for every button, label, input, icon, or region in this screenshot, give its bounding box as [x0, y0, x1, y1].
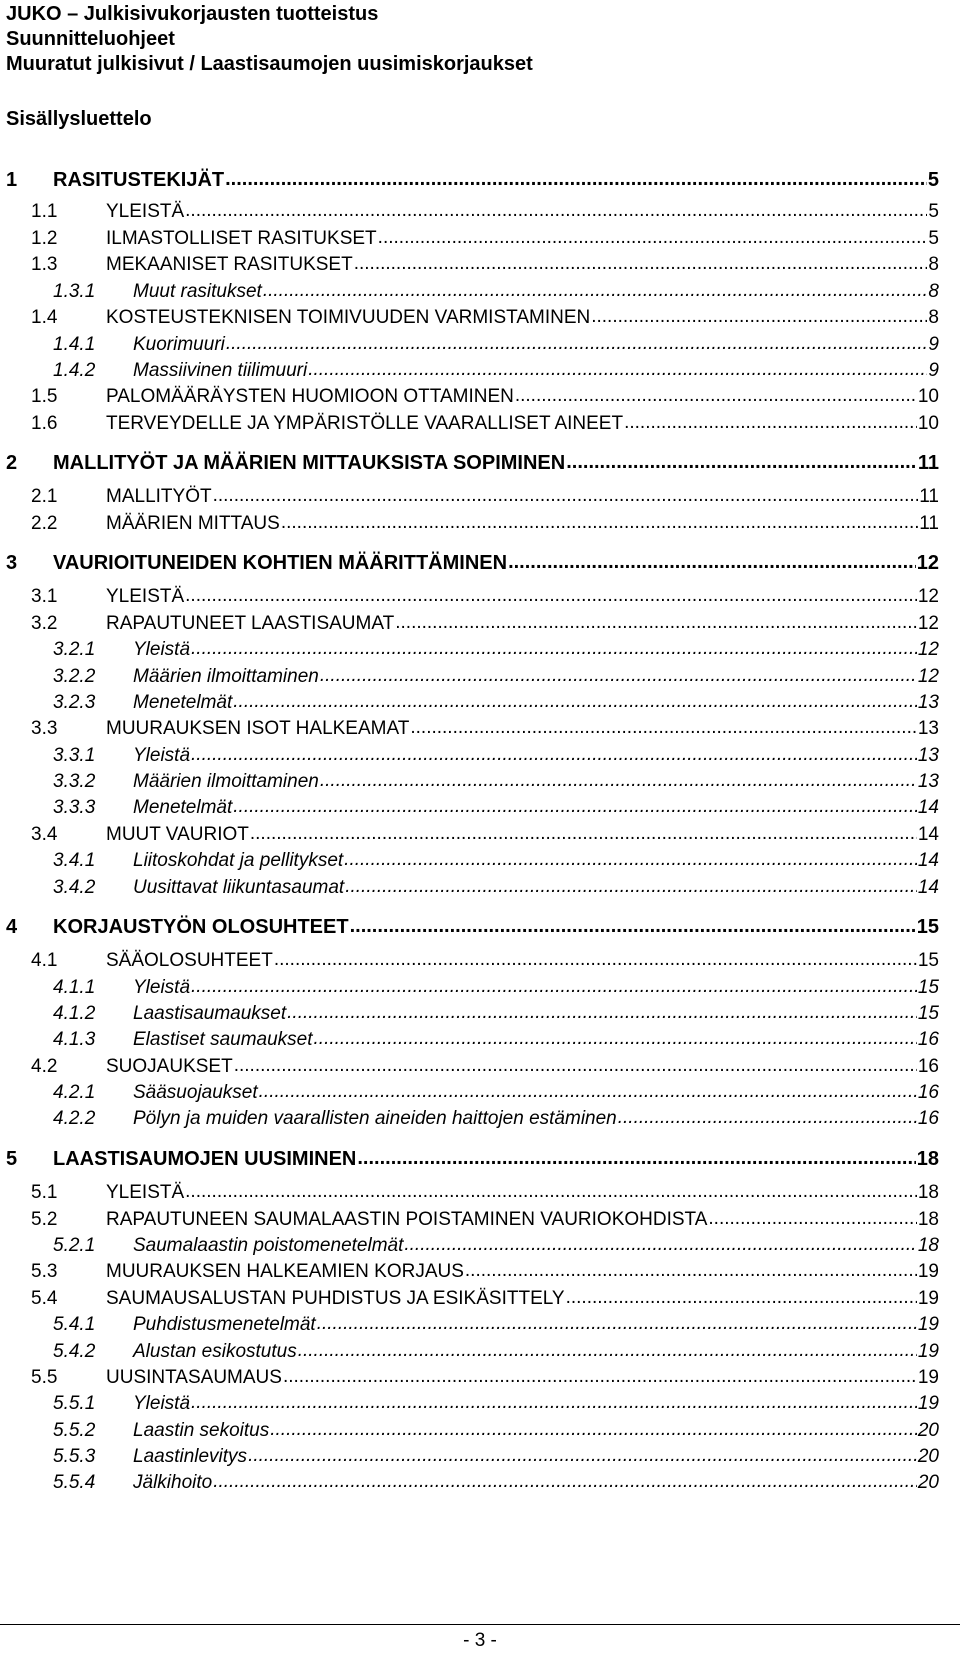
- toc-entry-number: 4.1: [31, 950, 58, 971]
- toc-dot-leader: [281, 511, 918, 535]
- toc-entry-number: 5.2.1: [53, 1235, 96, 1256]
- toc-entry-level-2[interactable]: [0, 1180, 960, 1205]
- toc-entry-page: 20: [917, 1472, 939, 1493]
- toc-entry-title: Laastinlevitys: [133, 1446, 248, 1467]
- toc-dot-leader: [618, 1106, 917, 1130]
- toc-entry-page: 10: [917, 386, 939, 407]
- toc-entry-title: Yleistä: [133, 977, 191, 998]
- toc-entry-number: 4.2.1: [53, 1082, 96, 1103]
- toc-entry-number: 2.1: [31, 486, 58, 507]
- toc-entry-page: 11: [917, 452, 939, 474]
- toc-entry-page: 16: [917, 1082, 939, 1103]
- toc-dot-leader: [508, 550, 916, 574]
- toc-entry-level-3[interactable]: [0, 769, 960, 794]
- toc-dot-leader: [395, 611, 917, 635]
- toc-entry-number: 3.3.3: [53, 797, 96, 818]
- toc-entry-level-2[interactable]: [0, 199, 960, 224]
- toc-heading: Sisällysluettelo: [6, 108, 152, 130]
- toc-dot-leader: [566, 1286, 917, 1310]
- toc-entry-title: Muut rasitukset: [133, 281, 262, 302]
- toc-entry-title: Menetelmät: [133, 692, 233, 713]
- footer-divider: [0, 1624, 960, 1625]
- toc-entry-page: 14: [917, 824, 939, 845]
- toc-entry-level-2[interactable]: [0, 1259, 960, 1284]
- toc-entry-level-2[interactable]: [0, 226, 960, 251]
- toc-entry-number: 3.3: [31, 718, 58, 739]
- toc-dot-leader: [354, 252, 928, 276]
- toc-entry-number: 3.2.1: [53, 639, 96, 660]
- toc-dot-leader: [233, 795, 917, 819]
- toc-entry-title: Kuorimuuri: [133, 334, 225, 355]
- toc-entry-level-3[interactable]: [0, 795, 960, 820]
- toc-entry-level-2[interactable]: [0, 1207, 960, 1232]
- toc-entry-page: 19: [917, 1261, 939, 1282]
- toc-dot-leader: [287, 1001, 917, 1025]
- toc-dot-leader: [378, 226, 928, 250]
- toc-entry-level-3[interactable]: [0, 848, 960, 873]
- toc-entry-level-1[interactable]: [0, 450, 960, 475]
- toc-entry-level-3[interactable]: [0, 1233, 960, 1258]
- toc-entry-title: MUUT VAURIOT: [106, 824, 249, 845]
- toc-entry-level-3[interactable]: [0, 975, 960, 1000]
- toc-entry-number: 1.4.2: [53, 360, 96, 381]
- toc-dot-leader: [344, 848, 917, 872]
- toc-entry-page: 12: [917, 613, 939, 634]
- toc-entry-level-2[interactable]: [0, 511, 960, 536]
- toc-dot-leader: [233, 690, 917, 714]
- toc-entry-page: 9: [928, 360, 939, 381]
- toc-dot-leader: [213, 484, 919, 508]
- toc-entry-number: 4.2: [31, 1056, 58, 1077]
- toc-entry-level-3[interactable]: [0, 358, 960, 383]
- toc-dot-leader: [708, 1207, 916, 1231]
- toc-dot-leader: [357, 1146, 915, 1170]
- toc-entry-number: 2: [6, 452, 18, 474]
- toc-entry-title: UUSINTASAUMAUS: [106, 1367, 282, 1388]
- toc-entry-title: RAPAUTUNEET LAASTISAUMAT: [106, 613, 395, 634]
- toc-entry-page: 11: [919, 486, 939, 507]
- toc-entry-level-3[interactable]: [0, 1444, 960, 1469]
- toc-dot-leader: [591, 305, 927, 329]
- toc-entry-number: 5.1: [31, 1182, 58, 1203]
- toc-entry-level-2[interactable]: [0, 822, 960, 847]
- header-project-title: JUKO – Julkisivukorjausten tuotteistus: [6, 3, 379, 25]
- page-number: - 3 -: [463, 1630, 497, 1651]
- toc-entry-number: 5: [6, 1148, 18, 1170]
- toc-dot-leader: [320, 664, 917, 688]
- toc-entry-title: MUURAUKSEN ISOT HALKEAMAT: [106, 718, 410, 739]
- toc-dot-leader: [317, 1312, 917, 1336]
- toc-entry-number: 5.5: [31, 1367, 58, 1388]
- toc-dot-leader: [259, 1080, 917, 1104]
- toc-entry-title: KOSTEUSTEKNISEN TOIMIVUUDEN VARMISTAMINEN: [106, 307, 591, 328]
- toc-dot-leader: [404, 1233, 916, 1257]
- toc-entry-title: Puhdistusmenetelmät: [133, 1314, 316, 1335]
- toc-entry-page: 19: [917, 1393, 939, 1414]
- toc-entry-level-1[interactable]: [0, 167, 960, 192]
- toc-entry-number: 3.3.2: [53, 771, 96, 792]
- toc-entry-number: 5.5.2: [53, 1420, 96, 1441]
- toc-entry-page: 20: [917, 1446, 939, 1467]
- toc-entry-number: 3.1: [31, 586, 58, 607]
- toc-entry-page: 19: [917, 1367, 939, 1388]
- toc-entry-title: YLEISTÄ: [106, 201, 185, 222]
- toc-entry-page: 19: [917, 1341, 939, 1362]
- toc-dot-leader: [274, 948, 917, 972]
- toc-entry-number: 5.4.1: [53, 1314, 96, 1335]
- toc-entry-title: SAUMAUSALUSTAN PUHDISTUS JA ESIKÄSITTELY: [106, 1288, 565, 1309]
- toc-entry-level-2[interactable]: [0, 252, 960, 277]
- toc-dot-leader: [185, 584, 917, 608]
- toc-dot-leader: [225, 167, 927, 191]
- toc-entry-page: 16: [917, 1056, 939, 1077]
- toc-entry-level-3[interactable]: [0, 875, 960, 900]
- toc-entry-number: 1.4.1: [53, 334, 96, 355]
- toc-entry-title: LAASTISAUMOJEN UUSIMINEN: [53, 1148, 357, 1170]
- toc-entry-title: YLEISTÄ: [106, 586, 185, 607]
- toc-entry-page: 12: [917, 639, 939, 660]
- toc-dot-leader: [185, 1180, 917, 1204]
- toc-entry-title: Uusittavat liikuntasaumat: [133, 877, 345, 898]
- toc-entry-number: 3.3.1: [53, 745, 96, 766]
- toc-dot-leader: [515, 384, 917, 408]
- toc-entry-page: 5: [928, 201, 939, 222]
- toc-entry-level-2[interactable]: [0, 484, 960, 509]
- toc-dot-leader: [248, 1444, 917, 1468]
- toc-entry-title: YLEISTÄ: [106, 1182, 185, 1203]
- toc-dot-leader: [410, 716, 917, 740]
- toc-entry-page: 19: [917, 1314, 939, 1335]
- toc-entry-number: 3.4: [31, 824, 58, 845]
- toc-dot-leader: [213, 1470, 917, 1494]
- toc-entry-page: 14: [917, 797, 939, 818]
- toc-entry-page: 18: [917, 1209, 939, 1230]
- toc-entry-number: 5.4.2: [53, 1341, 96, 1362]
- toc-entry-page: 19: [917, 1288, 939, 1309]
- toc-entry-page: 16: [917, 1029, 939, 1050]
- toc-entry-number: 1.4: [31, 307, 58, 328]
- toc-entry-level-3[interactable]: [0, 743, 960, 768]
- toc-entry-page: 15: [917, 1003, 939, 1024]
- toc-entry-number: 1.5: [31, 386, 58, 407]
- toc-entry-number: 2.2: [31, 513, 58, 534]
- toc-entry-title: Laastisaumaukset: [133, 1003, 287, 1024]
- toc-dot-leader: [320, 769, 917, 793]
- toc-dot-leader: [191, 743, 917, 767]
- toc-entry-level-2[interactable]: [0, 1365, 960, 1390]
- toc-entry-title: SUOJAUKSET: [106, 1056, 233, 1077]
- toc-entry-title: MALLITYÖT: [106, 486, 212, 507]
- toc-dot-leader: [191, 1391, 917, 1415]
- toc-entry-level-1[interactable]: [0, 1146, 960, 1171]
- toc-dot-leader: [226, 332, 928, 356]
- toc-entry-title: Yleistä: [133, 745, 191, 766]
- toc-entry-level-3[interactable]: [0, 637, 960, 662]
- toc-dot-leader: [283, 1365, 917, 1389]
- toc-entry-level-3[interactable]: [0, 1312, 960, 1337]
- toc-entry-number: 3: [6, 552, 18, 574]
- toc-entry-title: TERVEYDELLE JA YMPÄRISTÖLLE VAARALLISET AINEET: [106, 413, 624, 434]
- toc-dot-leader: [308, 358, 927, 382]
- toc-entry-level-3[interactable]: [0, 279, 960, 304]
- toc-entry-number: 5.5.4: [53, 1472, 96, 1493]
- toc-entry-level-2[interactable]: [0, 716, 960, 741]
- header-document-subject: Muuratut julkisivut / Laastisaumojen uusimiskorjaukset: [6, 53, 533, 75]
- toc-entry-level-3[interactable]: [0, 1339, 960, 1364]
- toc-entry-title: PALOMÄÄRÄYSTEN HUOMIOON OTTAMINEN: [106, 386, 514, 407]
- toc-entry-number: 4.1.2: [53, 1003, 96, 1024]
- toc-entry-level-2[interactable]: [0, 1054, 960, 1079]
- toc-entry-page: 8: [928, 307, 939, 328]
- toc-entry-number: 5.4: [31, 1288, 58, 1309]
- toc-entry-level-3[interactable]: [0, 1106, 960, 1131]
- toc-entry-page: 10: [917, 413, 939, 434]
- toc-entry-number: 1.2: [31, 228, 58, 249]
- toc-entry-number: 5.3: [31, 1261, 58, 1282]
- toc-entry-number: 1.1: [31, 201, 58, 222]
- toc-entry-level-3[interactable]: [0, 1080, 960, 1105]
- toc-entry-title: Massiivinen tiilimuuri: [133, 360, 308, 381]
- toc-entry-level-2[interactable]: [0, 584, 960, 609]
- toc-entry-page: 5: [927, 169, 939, 191]
- toc-entry-title: RASITUSTEKIJÄT: [53, 169, 225, 191]
- toc-entry-title: Elastiset saumaukset: [133, 1029, 313, 1050]
- toc-entry-number: 5.5.3: [53, 1446, 96, 1467]
- toc-entry-number: 1.6: [31, 413, 58, 434]
- toc-entry-page: 12: [916, 552, 939, 574]
- toc-dot-leader: [566, 450, 917, 474]
- toc-dot-leader: [263, 279, 928, 303]
- toc-entry-level-2[interactable]: [0, 411, 960, 436]
- toc-entry-level-1[interactable]: [0, 550, 960, 575]
- toc-entry-title: Menetelmät: [133, 797, 233, 818]
- toc-entry-page: 14: [917, 850, 939, 871]
- toc-entry-level-3[interactable]: [0, 690, 960, 715]
- toc-entry-level-3[interactable]: [0, 332, 960, 357]
- toc-entry-title: Pölyn ja muiden vaarallisten aineiden haittojen estäminen: [133, 1108, 617, 1129]
- toc-entry-number: 1.3: [31, 254, 58, 275]
- toc-entry-level-3[interactable]: [0, 1418, 960, 1443]
- toc-dot-leader: [191, 637, 917, 661]
- toc-entry-number: 1: [6, 169, 18, 191]
- toc-entry-number: 4.1.3: [53, 1029, 96, 1050]
- toc-entry-title: VAURIOITUNEIDEN KOHTIEN MÄÄRITTÄMINEN: [53, 552, 508, 574]
- toc-entry-title: Yleistä: [133, 1393, 191, 1414]
- toc-entry-number: 3.4.2: [53, 877, 96, 898]
- toc-entry-title: MEKAANISET RASITUKSET: [106, 254, 353, 275]
- toc-entry-page: 18: [917, 1235, 939, 1256]
- toc-entry-page: 16: [917, 1108, 939, 1129]
- toc-entry-page: 13: [917, 692, 939, 713]
- toc-entry-level-2[interactable]: [0, 305, 960, 330]
- toc-entry-title: Laastin sekoitus: [133, 1420, 270, 1441]
- toc-dot-leader: [350, 914, 916, 938]
- toc-entry-title: Yleistä: [133, 639, 191, 660]
- toc-entry-page: 8: [928, 254, 939, 275]
- toc-entry-page: 8: [928, 281, 939, 302]
- toc-entry-level-2[interactable]: [0, 384, 960, 409]
- toc-entry-title: Määrien ilmoittaminen: [133, 771, 319, 792]
- toc-dot-leader: [185, 199, 927, 223]
- toc-entry-page: 12: [917, 666, 939, 687]
- toc-entry-level-2[interactable]: [0, 948, 960, 973]
- toc-entry-level-3[interactable]: [0, 1470, 960, 1495]
- toc-entry-page: 5: [928, 228, 939, 249]
- toc-entry-page: 14: [917, 877, 939, 898]
- document-header: [6, 2, 533, 77]
- toc-entry-number: 3.2.2: [53, 666, 96, 687]
- toc-entry-number: 5.5.1: [53, 1393, 96, 1414]
- toc-entry-title: MUURAUKSEN HALKEAMIEN KORJAUS: [106, 1261, 464, 1282]
- toc-entry-number: 1.3.1: [53, 281, 96, 302]
- toc-entry-title: SÄÄOLOSUHTEET: [106, 950, 273, 971]
- toc-entry-page: 18: [916, 1148, 939, 1170]
- toc-dot-leader: [345, 875, 917, 899]
- toc-dot-leader: [250, 822, 917, 846]
- toc-entry-page: 15: [917, 977, 939, 998]
- toc-entry-number: 5.2: [31, 1209, 58, 1230]
- toc-entry-page: 13: [917, 771, 939, 792]
- toc-entry-level-1[interactable]: [0, 914, 960, 939]
- toc-entry-level-3[interactable]: [0, 1391, 960, 1416]
- toc-entry-number: 3.4.1: [53, 850, 96, 871]
- toc-entry-title: Määrien ilmoittaminen: [133, 666, 319, 687]
- toc-entry-number: 4.2.2: [53, 1108, 96, 1129]
- toc-entry-page: 9: [928, 334, 939, 355]
- toc-entry-title: RAPAUTUNEEN SAUMALAASTIN POISTAMINEN VAURIOKOHDISTA: [106, 1209, 708, 1230]
- toc-entry-number: 4.1.1: [53, 977, 96, 998]
- toc-entry-page: 12: [917, 586, 939, 607]
- toc-entry-page: 11: [919, 513, 939, 534]
- toc-entry-number: 4: [6, 916, 18, 938]
- toc-entry-level-3[interactable]: [0, 664, 960, 689]
- toc-dot-leader: [298, 1339, 917, 1363]
- toc-entry-title: Saumalaastin poistomenetelmät: [133, 1235, 404, 1256]
- toc-dot-leader: [624, 411, 917, 435]
- toc-entry-title: ILMASTOLLISET RASITUKSET: [106, 228, 377, 249]
- toc-entry-number: 3.2.3: [53, 692, 96, 713]
- toc-entry-page: 18: [917, 1182, 939, 1203]
- toc-entry-page: 15: [916, 916, 939, 938]
- toc-entry-number: 3.2: [31, 613, 58, 634]
- header-document-type: Suunnitteluohjeet: [6, 28, 175, 50]
- toc-entry-page: 13: [917, 745, 939, 766]
- toc-entry-title: MÄÄRIEN MITTAUS: [106, 513, 280, 534]
- toc-dot-leader: [314, 1027, 917, 1051]
- toc-dot-leader: [191, 975, 917, 999]
- toc-entry-title: KORJAUSTYÖN OLOSUHTEET: [53, 916, 349, 938]
- toc-entry-level-2[interactable]: [0, 611, 960, 636]
- toc-entry-title: MALLITYÖT JA MÄÄRIEN MITTAUKSISTA SOPIMINEN: [53, 452, 566, 474]
- toc-entry-page: 15: [917, 950, 939, 971]
- toc-entry-level-3[interactable]: [0, 1001, 960, 1026]
- toc-entry-level-3[interactable]: [0, 1027, 960, 1052]
- toc-entry-title: Jälkihoito: [133, 1472, 213, 1493]
- toc-dot-leader: [234, 1054, 917, 1078]
- toc-entry-title: Alustan esikostutus: [133, 1341, 297, 1362]
- toc-entry-title: Sääsuojaukset: [133, 1082, 258, 1103]
- toc-entry-page: 13: [917, 718, 939, 739]
- toc-dot-leader: [270, 1418, 917, 1442]
- toc-dot-leader: [465, 1259, 917, 1283]
- toc-entry-page: 20: [917, 1420, 939, 1441]
- toc-entry-title: Liitoskohdat ja pellitykset: [133, 850, 344, 871]
- toc-entry-level-2[interactable]: [0, 1286, 960, 1311]
